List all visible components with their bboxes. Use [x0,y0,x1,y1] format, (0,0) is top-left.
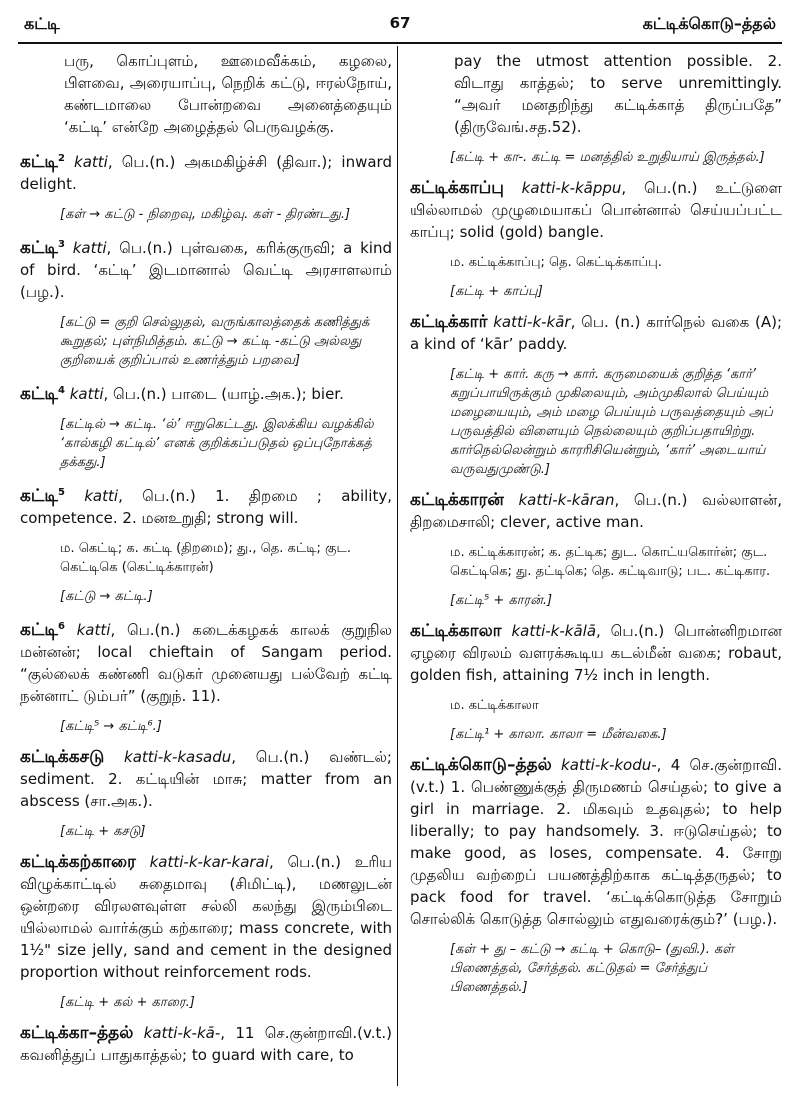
entry-definition: பெ. (n.) கார்நெல் வகை (A); a kind of ‘kār’ paddy. [410,313,782,353]
etymology-note: [கள் → கட்டு - நிறைவு, மகிழ்வு. கள் - திரண்டது.] [60,207,351,222]
dictionary-entry: கட்டிக்கா–த்தல் katti-k-kā-, 11 செ.குன்றாவி.(v.t.) கவனித்துப் பாதுகாத்தல்; to guard with care, to [20,1023,392,1064]
entry-headword: கட்டிக்காரன் [410,490,504,510]
entry-definition: பெ.(n.) வண்டல்; sediment. 2. கட்டியின் மாசு; matter from an abscess (சா.அக.). [20,748,392,810]
etymology-note: [கட்டி + கல் + காரை.] [60,995,195,1010]
etymology-note: [கள் + து – கட்டு → கட்டி + கொடு– (துவி.). கள் பிணைத்தல், சேர்த்தல். கட்டுதல் = சேர்த்துப் பிணைத்தல்.] [450,942,735,995]
entry-definition: பெ.(n.) உட்டுளை யில்லாமல் முழுமையாகப் பொன்னால் செய்யப்பட்ட காப்பு; solid (gold) bangle. [410,179,782,241]
etymology-note: [கட்டி + கசடு] [60,824,146,839]
entry-transliteration: katti [76,621,111,639]
etymology-note: [கட்டில் → கட்டி. ‘ல்’ ஈறுகெட்டது. இலக்கிய வழக்கில் ‘கால்கழி கட்டில்’ எனக் குறிக்கப்படுதல் ஒப்புநோக்கத் தக்கது.] [60,417,374,470]
entry-headword: கட்டி [20,152,58,172]
entry-headword: கட்டிக்கற்காரை [20,852,136,872]
cognate-list: ம. கட்டிக்காப்பு; தெ. கெட்டிக்காப்பு. [450,255,662,270]
dictionary-entry: கட்டி$^3$ katti, பெ.(n.) புள்வகை, கரிக்குருவி; a kind of bird. ‘கட்டி’ இடமானால் வெட்டி அரசாளலாம் (பழ.). [20,238,392,301]
dictionary-entry: கட்டிக்காப்பு katti-k-kāppu, பெ.(n.) உட்டுளை யில்லாமல் முழுமையாகப் பொன்னால் செய்யப்பட்ட காப்பு; solid (gold) bangle. [410,178,782,241]
homonym-number: 3 [57,239,65,250]
dictionary-entry: கட்டிக்கார் katti-k-kār, பெ. (n.) கார்நெல் வகை (A); a kind of ‘kār’ paddy. [410,312,782,353]
dictionary-entry: கட்டிக்கற்காரை katti-k-kar-karai, பெ.(n.) உரிய விழுக்காட்டில் சுதைமாவு (சிமிட்டி), மணலுடன் ஒன்றரை விரலளவுள்ள சல்லி கலந்து இரும்பிடை யில்லாமல் வார்க்கும் கற்காரை; mass concrete, with 1½" size jelly, sand and cement in the designed proportion without reinforcement rods. [20,852,392,981]
left-column [20,50,392,1076]
etymology-note: [கட்டி⁵ + காரன்.] [450,593,553,608]
entry-definition: பெ.(n.) 1. திறமை ; ability, competence. 2. மனஉறுதி; strong will. [20,487,392,527]
entry-headword: கட்டிக்கார் [410,312,488,332]
entry-headword: கட்டிக்கா–த்தல் [20,1023,134,1043]
dictionary-entry: கட்டிக்கசடு katti-k-kasadu, பெ.(n.) வண்டல்; sediment. 2. கட்டியின் மாசு; matter from an abscess (சா.அக.). [20,747,392,810]
etymology-note: [கட்டி⁵ → கட்டி⁶.] [60,719,162,734]
entry-definition: பெ.(n.) வல்லாளன், திறமைசாலி; clever, active man. [410,491,782,531]
dictionary-entry: கட்டி$^2$ katti, பெ.(n.) அகமகிழ்ச்சி (திவா.); inward delight. [20,152,392,193]
etymology-note: [கட்டி + காப்பு] [450,284,543,299]
right-column [410,50,782,1007]
entry-transliteration: katti-k-kālā [511,622,597,640]
etymology-note: [கட்டி + கார். கரு → கார். கருமையைக் குறித்த ‘கார்’ கறுப்பாயிருக்கும் முகிலையும், அம்முகிலால் பெய்யும் மழையையும், அம் மழை பெய்யும் பருவத்தையும் அப் பருவத்தில் விளையும் நெல்லையும் குறிப்பதாயிற்று. கார்நெல்லென்றும் காரரிசியென்றும், ‘கார்’ அடையாய் வருவதுமுண்டு.] [450,367,773,477]
entry-definition: பெ.(n.) அகமகிழ்ச்சி (திவா.); inward delight. [20,153,392,193]
page-number: 67 [389,14,411,32]
dictionary-entry: கட்டிக்காலா katti-k-kālā, பெ.(n.) பொன்னிறமான ஏழரை விரலம் வளரக்கூடிய கடல்மீன் வகை; robaut, golden fish, attaining 7½ inch in length. [410,621,782,684]
dictionary-entry: கட்டிக்கொடு–த்தல் katti-k-kodu-, 4 செ.குன்றாவி. (v.t.) 1. பெண்ணுக்குத் திருமணம் செய்தல்; to give a girl in marriage. 2. மிகவும் உதவுதல்; to help liberally; to pay handsomely. 3. ஈடுசெய்தல்; to make good, as loses, compensate. 4. சோறு முதலிய வற்றைப் பயணத்திற்காக கட்டித்தருதல்; to pack food for travel. ‘கட்டிக்கொடுத்த சோறும் சொல்லிக் கொடுத்த சொல்லும் எதுவரைக்கும்?’ (பழ.). [410,755,782,928]
entry-transliteration: katti-k-kā- [143,1024,221,1042]
entry-headword: கட்டி [20,486,58,506]
entry-transliteration: katti [74,153,108,171]
etymology-note: [கட்டு = குறி செல்லுதல், வருங்காலத்தைக் கணித்துக் கூறுதல்; புள்நிமித்தம். கட்டு → கட்டி -கட்டு அல்லது குறியைக் குறிப்பால் உணர்த்தும் பறவை] [60,315,370,368]
cognate-list: ம. கெட்டி; க. கட்டி (திறமை); து., தெ. கட்டி; குட. கெட்டிகெ (கெட்டிக்காரன்) [60,541,352,575]
entry-definition: பெ.(n.) கடைக்கழகக் காலக் குறுநில மன்னன்; local chieftain of Sangam period. “குல்லைக் கண்ணி வடுகர் முனையது பல்வேற் கட்டி நன்னாட் டும்பர்” (குறுந். 11). [20,621,392,705]
etymology-note: [கட்டு → கட்டி.] [60,589,153,604]
entry-definition: பெ.(n.) பாடை (யாழ்.அக.); bier. [113,385,344,403]
cognate-list: ம. கட்டிக்காலா [450,698,539,713]
homonym-number: 6 [57,621,65,632]
entry-transliteration: katti-k-kār [493,313,571,331]
entry-transliteration: katti-k-kar-karai [149,853,269,871]
entry-headword: கட்டிக்கொடு–த்தல் [410,755,552,775]
etymology-note: [கட்டி¹ + காலா. காலா = மீன்வகை.] [450,727,667,742]
entry-continuation: pay the utmost attention possible. 2. விடாது காத்தல்; to serve unremittingly. “அவர் மனதறிந்து கட்டிக்காத் திருப்பதே” (திருவேங்.சத.52). [454,52,782,136]
header-rule [18,42,782,44]
homonym-number: 4 [57,385,65,396]
entry-continuation: பரு, கொப்புளம், ஊமைவீக்கம், கழலை, பிளவை, அரையாப்பு, நெறிக் கட்டு, ஈரல்நோய், கண்டமாலை போன்றவை அனைத்தையும் ‘கட்டி’ என்றே அழைத்தல் பெருவழக்கு. [64,52,392,136]
cognate-list: ம. கட்டிக்காரன்; க. தட்டிக; துட. கொட்யகொர்ன்; குட. கெட்டிகெ; து. தட்டிகெ; தெ. கட்டிவாடு; பட. கட்டிகார. [450,545,771,579]
entry-headword: கட்டிக்காலா [410,621,502,641]
dictionary-entry: கட்டி$^5$ katti, பெ.(n.) 1. திறமை ; ability, competence. 2. மனஉறுதி; strong will. [20,486,392,527]
entry-definition: 4 செ.குன்றாவி. (v.t.) 1. பெண்ணுக்குத் திருமணம் செய்தல்; to give a girl in marriage. 2. மிகவும் உதவுதல்; to help liberally; to pay handsomely. 3. ஈடுசெய்தல்; to make good, as loses, compensate. 4. சோறு முதலிய வற்றைப் பயணத்திற்காக கட்டித்தருதல்; to pack food for travel. ‘கட்டிக்கொடுத்த சோறும் சொல்லிக் கொடுத்த சொல்லும் எதுவரைக்கும்?’ (பழ.). [410,756,782,928]
entry-transliteration: katti-k-kasadu [124,748,232,766]
dictionary-entry: கட்டி$^6$ katti, பெ.(n.) கடைக்கழகக் காலக் குறுநில மன்னன்; local chieftain of Sangam period. “குல்லைக் கண்ணி வடுகர் முனையது பல்வேற் கட்டி நன்னாட் டும்பர்” (குறுந். 11). [20,620,392,705]
entry-headword: கட்டி [20,384,58,404]
header-right-guideword: கட்டிக்கொடு–த்தல் [642,14,776,33]
entry-headword: கட்டி [20,238,58,258]
homonym-number: 2 [57,153,65,164]
entry-transliteration: katti-k-kāran [518,491,615,509]
entry-transliteration: katti [84,487,119,505]
dictionary-entry: கட்டி$^4$ katti, பெ.(n.) பாடை (யாழ்.அக.); bier. [20,384,344,404]
entry-transliteration: katti [69,385,104,403]
dictionary-entry: கட்டிக்காரன் katti-k-kāran, பெ.(n.) வல்லாளன், திறமைசாலி; clever, active man. [410,490,782,531]
entry-definition: 11 செ.குன்றாவி.(v.t.) கவனித்துப் பாதுகாத்தல்; to guard with care, to [20,1024,392,1064]
entry-headword: கட்டிக்காப்பு [410,178,504,198]
header-left-guideword: கட்டி [24,14,60,33]
entry-headword: கட்டிக்கசடு [20,747,105,767]
entry-transliteration: katti-k-kāppu [521,179,622,197]
entry-transliteration: katti [72,239,107,257]
entry-headword: கட்டி [20,620,58,640]
entry-definition: பெ.(n.) புள்வகை, கரிக்குருவி; a kind of bird. ‘கட்டி’ இடமானால் வெட்டி அரசாளலாம் (பழ.). [20,239,392,301]
entry-transliteration: katti-k-kodu- [561,756,657,774]
entry-definition: பெ.(n.) உரிய விழுக்காட்டில் சுதைமாவு (சிமிட்டி), மணலுடன் ஒன்றரை விரலளவுள்ள சல்லி கலந்து இரும்பிடை யில்லாமல் வார்க்கும் கற்காரை; mass concrete, with 1½" size jelly, sand and cement in the designed proportion without reinforcement rods. [20,853,392,981]
entry-definition: பெ.(n.) பொன்னிறமான ஏழரை விரலம் வளரக்கூடிய கடல்மீன் வகை; robaut, golden fish, attaining 7½ inch in length. [410,622,782,684]
etymology-note: [கட்டி + கா-. கட்டி = மனத்தில் உறுதியாய் இருத்தல்.] [450,150,765,165]
homonym-number: 5 [57,487,65,498]
column-separator [397,46,398,1086]
